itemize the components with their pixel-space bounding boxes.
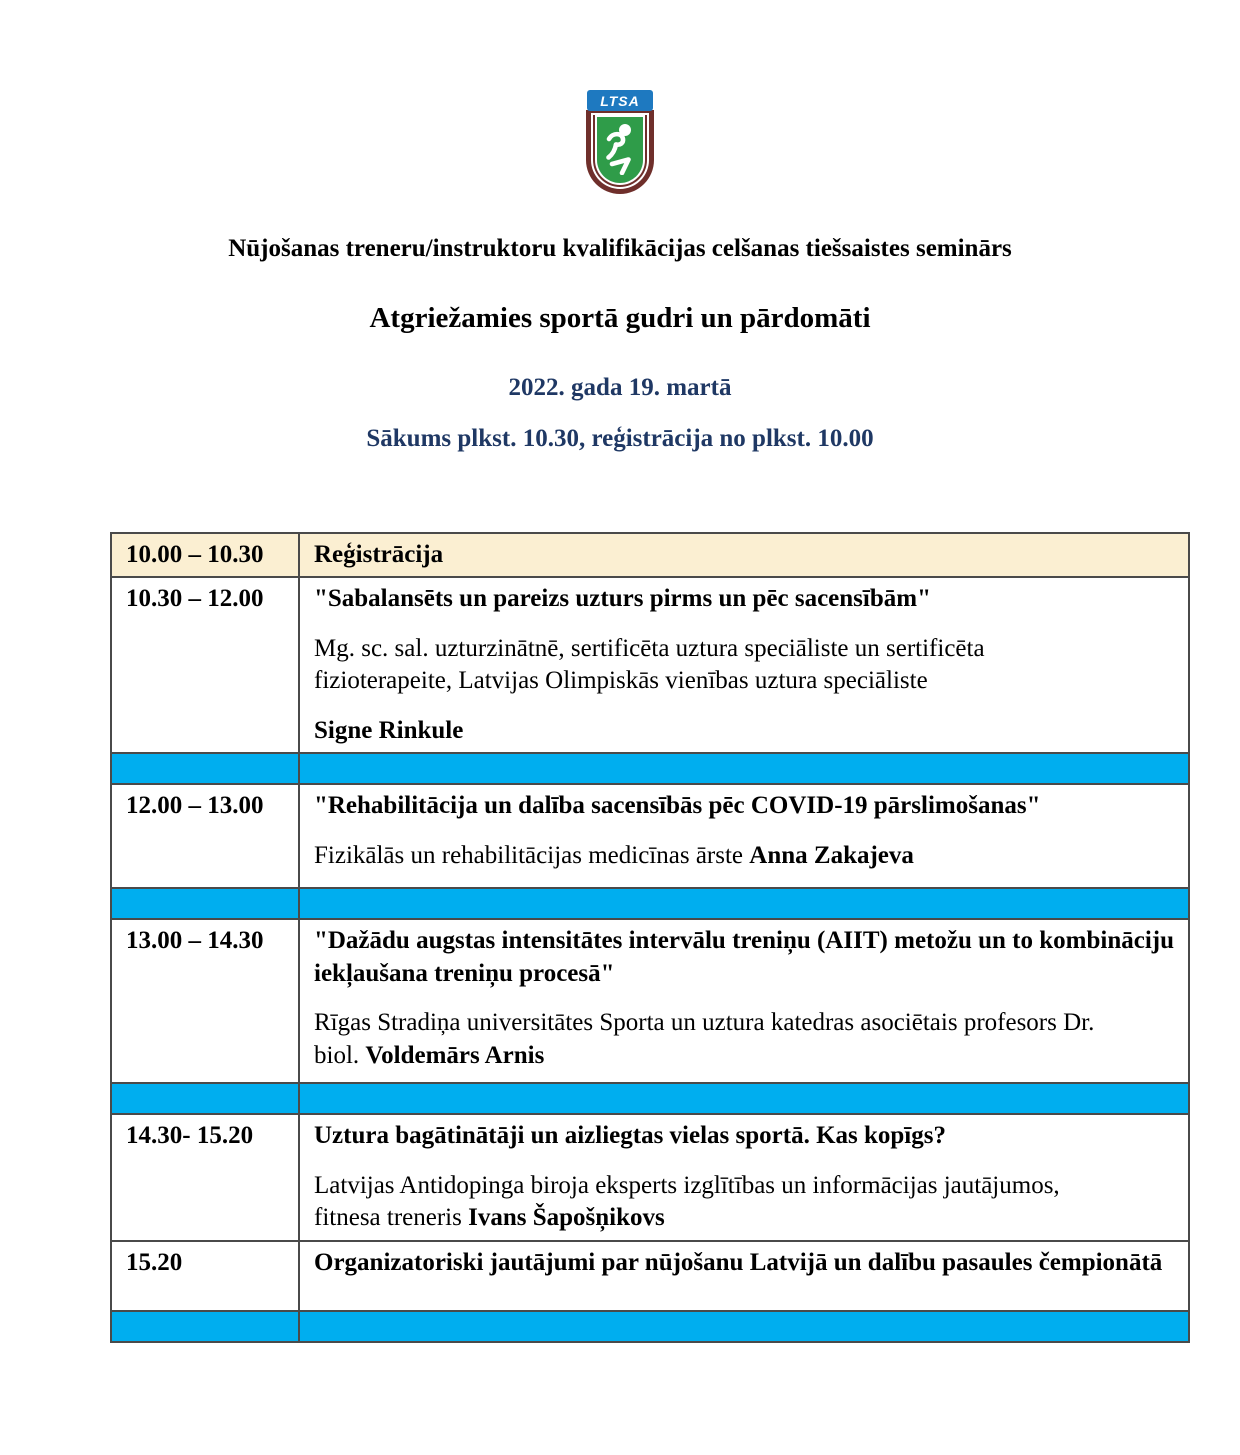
speaker-name: Signe Rinkule [314, 716, 464, 744]
session-cell [299, 1241, 1189, 1311]
session-cell [299, 919, 1189, 1083]
session-description: Latvijas Antidopinga biroja eksperts izglītības un informācijas jautājumos, fitnesa treneris Ivans Šapošņikovs [314, 1171, 1060, 1232]
time-cell: 13.00 – 14.30 [111, 919, 299, 1083]
ltsa-logo [580, 90, 660, 194]
session-cell [299, 784, 1189, 888]
session-title: "Rehabilitācija un dalība sacensībās pēc COVID-19 pārslimošanas" [314, 792, 1041, 820]
schedule-row-session-4 [111, 1114, 1189, 1241]
time-cell: 15.20 [111, 1241, 299, 1311]
session-title: Uztura bagātinātāji un aizliegtas vielas sportā. Kas kopīgs? [314, 1122, 946, 1150]
speaker-name: Anna Zakajeva [749, 841, 914, 869]
nordic-walker-icon [600, 121, 640, 180]
schedule-row-session-2 [111, 784, 1189, 888]
ltsa-wordmark: LTSA [600, 92, 640, 109]
schedule-row-session-3 [111, 919, 1189, 1083]
seminar-start-info: Sākums plkst. 10.30, reģistrācija no plkst. 10.00 [366, 424, 874, 452]
schedule-table [110, 532, 1190, 1343]
session-cell [299, 1114, 1189, 1241]
session-title: Reģistrācija [314, 540, 444, 568]
separator-row [111, 1083, 1189, 1114]
session-description: Fizikālās un rehabilitācijas medicīnas ārste Anna Zakajeva [314, 841, 914, 869]
separator-row [111, 753, 1189, 784]
seminar-date: 2022. gada 19. martā [508, 373, 732, 401]
session-description: Mg. sc. sal. uzturzinātnē, sertificēta uztura speciāliste un sertificēta fizioterapeite, Latvijas Olimpiskās vienības uztura speciāliste [314, 634, 985, 695]
separator-row [111, 1311, 1189, 1342]
session-cell [299, 577, 1189, 753]
seminar-title: Atgriežamies sportā gudri un pārdomāti [369, 302, 871, 334]
time-cell: 10.00 – 10.30 [111, 533, 299, 578]
speaker-name: Voldemārs Arnis [365, 1041, 545, 1069]
separator-row [111, 888, 1189, 919]
time-cell: 14.30- 15.20 [111, 1114, 299, 1241]
logo-banner [587, 90, 653, 111]
time-cell: 12.00 – 13.00 [111, 784, 299, 888]
session-title: "Dažādu augstas intensitātes intervālu treniņu (AIIT) metožu un to kombināciju iekļaušana treniņu procesā" [314, 927, 1175, 987]
session-description: Rīgas Stradiņa universitātes Sporta un uztura katedras asociētais profesors Dr. biol. Voldemārs Arnis [314, 1009, 1095, 1069]
seminar-subtitle: Nūjošanas treneru/instruktoru kvalifikācijas celšanas tiešsaistes seminārs [228, 235, 1012, 262]
schedule-row-session-1 [111, 577, 1189, 753]
session-cell [299, 533, 1189, 578]
schedule-row-session-5 [111, 1241, 1189, 1311]
time-cell: 10.30 – 12.00 [111, 577, 299, 753]
logo-shield [586, 110, 654, 194]
schedule-row-registration [111, 533, 1189, 578]
session-title: "Sabalansēts un pareizs uzturs pirms un pēc sacensībām" [314, 585, 931, 613]
session-title: Organizatoriski jautājumi par nūjošanu Latvijā un dalību pasaules čempionātā [314, 1248, 1163, 1276]
speaker-name: Ivans Šapošņikovs [468, 1204, 665, 1232]
